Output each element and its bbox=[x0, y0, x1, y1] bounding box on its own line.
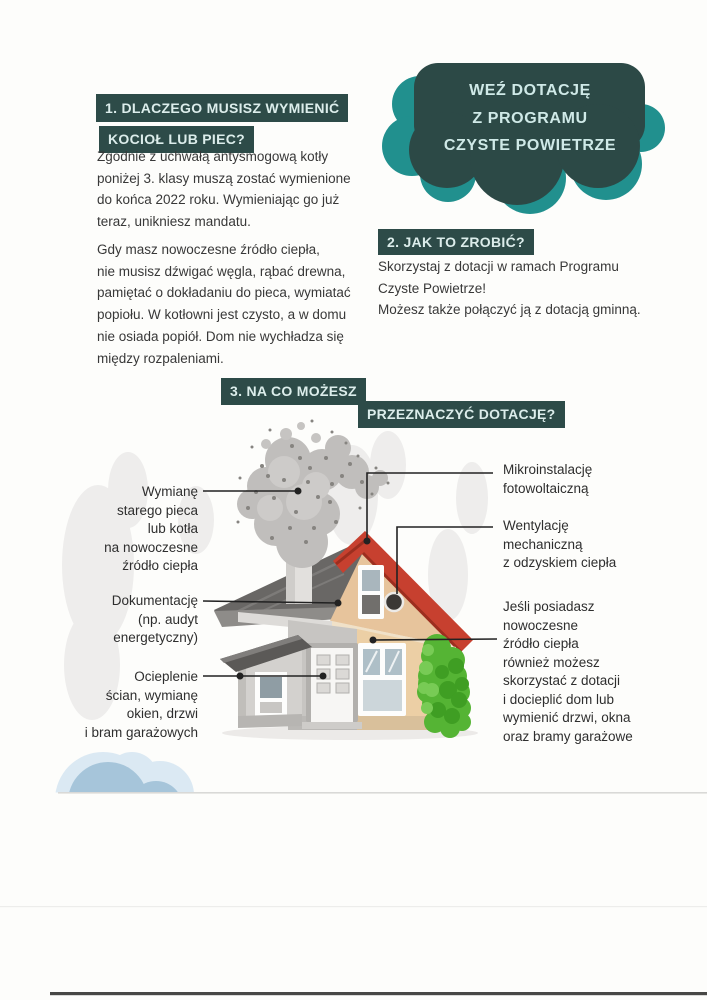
text-line: skorzystać z dotacji bbox=[503, 673, 621, 688]
text-line: nie osiada popiół. Dom nie wychładza się bbox=[97, 328, 344, 344]
text-line: lub kotła bbox=[147, 521, 198, 536]
text-line: Możesz także połączyć ją z dotacją gminną. bbox=[378, 302, 641, 318]
text-line: i bram garażowych bbox=[84, 724, 198, 740]
text-line: ścian, wymianę bbox=[105, 687, 198, 703]
section1-heading-line1: 1. DLACZEGO MUSISZ WYMIENIĆ bbox=[96, 94, 348, 122]
wall-vent bbox=[385, 593, 403, 611]
attic-window bbox=[358, 565, 384, 619]
front-door bbox=[302, 643, 362, 729]
text-line: starego pieca bbox=[116, 502, 198, 518]
text-line: nie musisz dźwigać węgla, rąbać drewna, bbox=[97, 263, 346, 279]
section3-heading-line2: PRZEZNACZYĆ DOTACJĘ? bbox=[358, 401, 565, 428]
callout-label-replace-stove bbox=[30, 483, 198, 576]
text-line: Gdy masz nowoczesne źródło ciepła, bbox=[97, 242, 320, 257]
text-line: wymienić drzwi, okna bbox=[503, 710, 631, 725]
text-line: poniżej 3. klasy muszą zostać wymienione bbox=[97, 170, 351, 186]
renovated-window bbox=[358, 643, 406, 716]
text-line: Czyste Powietrze! bbox=[378, 280, 487, 296]
section2-paragraph bbox=[378, 256, 641, 321]
text-line: energetyczny) bbox=[113, 630, 198, 645]
text-line: Ocieplenie bbox=[134, 669, 198, 684]
text-line: fotowoltaiczną bbox=[503, 480, 589, 496]
callout-label-photovoltaics bbox=[503, 461, 693, 498]
section1-heading-line2: KOCIOŁ LUB PIEC? bbox=[99, 126, 254, 153]
badge-line: CZYSTE POWIETRZE bbox=[443, 137, 617, 154]
text-line: Zgodnie z uchwałą antysmogową kotły bbox=[97, 149, 329, 164]
text-line: mechaniczną bbox=[503, 536, 583, 552]
callout-label-insulation bbox=[30, 668, 198, 742]
section2-heading: 2. JAK TO ZROBIĆ? bbox=[378, 229, 534, 255]
text-line: popiołu. W kotłowni jest czysto, a w domu bbox=[97, 307, 347, 323]
text-line: źródło ciepła bbox=[122, 558, 198, 573]
text-line: (np. audyt bbox=[137, 611, 198, 627]
text-line: na nowoczesne bbox=[104, 539, 198, 555]
annex bbox=[220, 635, 312, 728]
text-line: również możesz bbox=[503, 654, 600, 670]
badge-line: WEŹ DOTACJĘ bbox=[469, 82, 591, 99]
text-line: Wentylację bbox=[503, 518, 569, 533]
badge-line: Z PROGRAMU bbox=[472, 109, 588, 127]
text-line: Skorzystaj z dotacji w ramach Programu bbox=[378, 259, 619, 274]
callout-label-ventilation bbox=[503, 517, 693, 573]
callout-label-modern-heat-source bbox=[503, 598, 703, 746]
text-line: okien, drzwi bbox=[126, 706, 198, 721]
text-line: Mikroinstalację bbox=[503, 462, 593, 477]
section1-paragraph2 bbox=[97, 239, 351, 369]
section1-paragraph1 bbox=[97, 146, 351, 233]
text-line: do końca 2022 roku. Wymieniając go już bbox=[97, 192, 340, 208]
text-line: oraz bramy garażowe bbox=[503, 728, 633, 744]
text-line: teraz, unikniesz mandatu. bbox=[97, 214, 251, 230]
text-line: Dokumentację bbox=[111, 593, 198, 608]
text-line: Jeśli posiadasz bbox=[503, 599, 595, 614]
text-line: między rozpaleniami. bbox=[97, 350, 224, 366]
text-line: z odzyskiem ciepła bbox=[503, 555, 617, 570]
program-badge bbox=[415, 77, 645, 160]
text-line: nowoczesne bbox=[503, 617, 579, 633]
scan-artifacts bbox=[0, 792, 707, 995]
callout-label-documentation bbox=[30, 592, 198, 648]
text-line: pamiętać o dokładaniu do pieca, wymiatać bbox=[97, 285, 351, 301]
section3-heading-line1: 3. NA CO MOŻESZ bbox=[221, 378, 366, 405]
text-line: źródło ciepła bbox=[503, 636, 579, 651]
text-line: Wymianę bbox=[141, 484, 198, 499]
text-line: i docieplić dom lub bbox=[503, 691, 615, 707]
bottom-blue-cloud bbox=[55, 752, 194, 848]
